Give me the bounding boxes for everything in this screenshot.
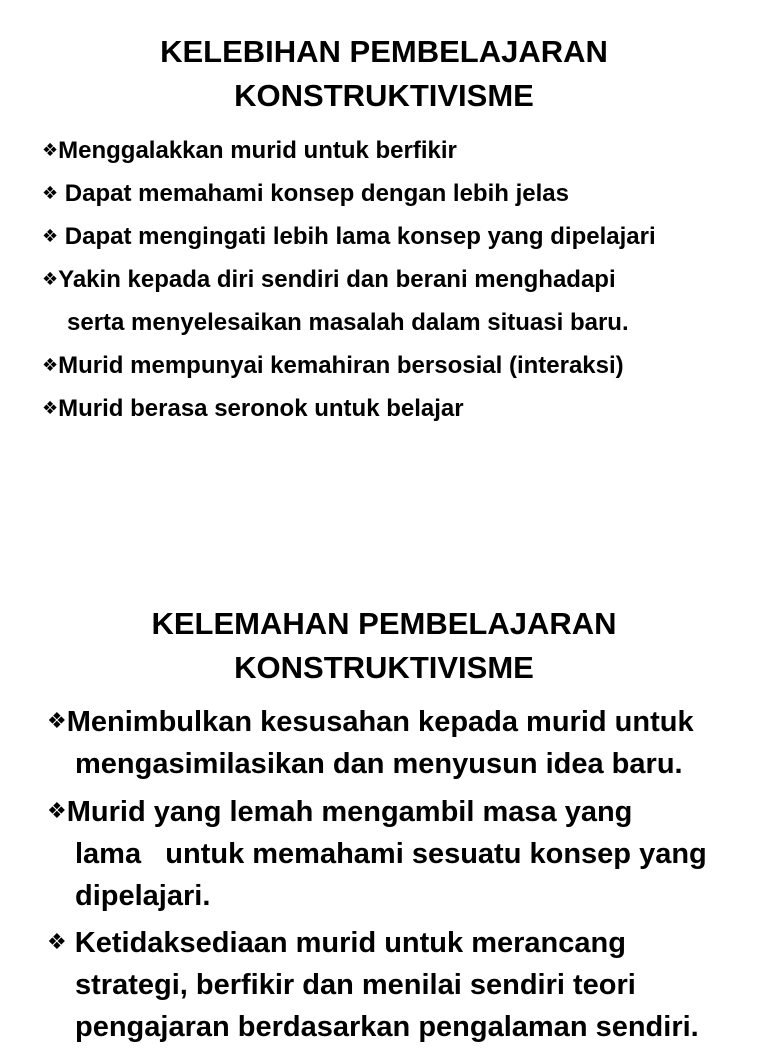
disadvantages-item-1-line1: Menimbulkan kesusahan kepada murid untuk [66,706,694,738]
advantages-item-3 [42,215,656,258]
disadvantages-list [0,512,768,1043]
disadvantages-item-2-line2: lama untuk memahami sesuatu konsep yang [75,838,707,870]
advantages-list [0,0,768,512]
advantages-item-4-line2: serta menyelesaikan masalah dalam situasi baru. [67,309,629,336]
diamond-bullet-icon: ❖ [42,355,59,376]
slide-advantages [0,0,768,512]
disadvantages-item-3-continued [75,964,636,1006]
diamond-bullet-icon: ❖ [42,140,59,161]
advantages-item-1 [42,129,457,172]
advantages-item-1-text: Menggalakkan murid untuk berfikir [58,137,457,164]
diamond-bullet-icon: ❖ [42,398,59,419]
advantages-title-line2: KONSTRUKTIVISME [234,78,534,113]
diamond-bullet-icon: ❖ [42,269,59,290]
disadvantages-item-3-line3: pengajaran berdasarkan pengalaman sendiri. [75,1011,699,1043]
advantages-item-5 [42,344,624,387]
diamond-bullet-icon: ❖ [47,799,67,824]
disadvantages-item-2-line3: dipelajari. [75,880,211,912]
disadvantages-item-1-continued [75,743,683,785]
advantages-item-2-text: Dapat memahami konsep dengan lebih jelas [58,180,569,207]
disadvantages-item-3-line1: Ketidaksediaan murid untuk merancang [66,927,626,959]
advantages-item-4-continued [67,301,629,344]
advantages-item-3-text: Dapat mengingati lebih lama konsep yang dipelajari [58,223,656,250]
disadvantages-item-2-continued [75,833,707,875]
disadvantages-item-2 [47,791,632,833]
advantages-item-2 [42,172,569,215]
disadvantages-item-2-continued-2 [75,875,210,917]
disadvantages-title-line2: KONSTRUKTIVISME [234,650,534,685]
disadvantages-item-1-line2: mengasimilasikan dan menyusun idea baru. [75,748,683,780]
advantages-item-5-text: Murid mempunyai kemahiran bersosial (interaksi) [58,352,624,379]
advantages-item-6-text: Murid berasa seronok untuk belajar [58,395,464,422]
disadvantages-item-3 [47,922,626,964]
disadvantages-item-3-continued-2 [75,1006,699,1048]
advantages-title-line1: KELEBIHAN PEMBELAJARAN [160,34,608,69]
disadvantages-item-2-line1: Murid yang lemah mengambil masa yang [66,796,633,828]
diamond-bullet-icon: ❖ [47,709,67,734]
advantages-item-4 [42,258,616,301]
diamond-bullet-icon: ❖ [42,183,59,204]
disadvantages-item-1 [47,701,694,743]
diamond-bullet-icon: ❖ [47,930,67,955]
advantages-item-6 [42,387,464,430]
disadvantages-item-3-line2: strategi, berfikir dan menilai sendiri teori [75,969,636,1001]
diamond-bullet-icon: ❖ [42,226,59,247]
advantages-item-4-line1: Yakin kepada diri sendiri dan berani menghadapi [58,266,616,293]
disadvantages-title-line1: KELEMAHAN PEMBELAJARAN [151,606,617,641]
slide-disadvantages [0,512,768,1043]
